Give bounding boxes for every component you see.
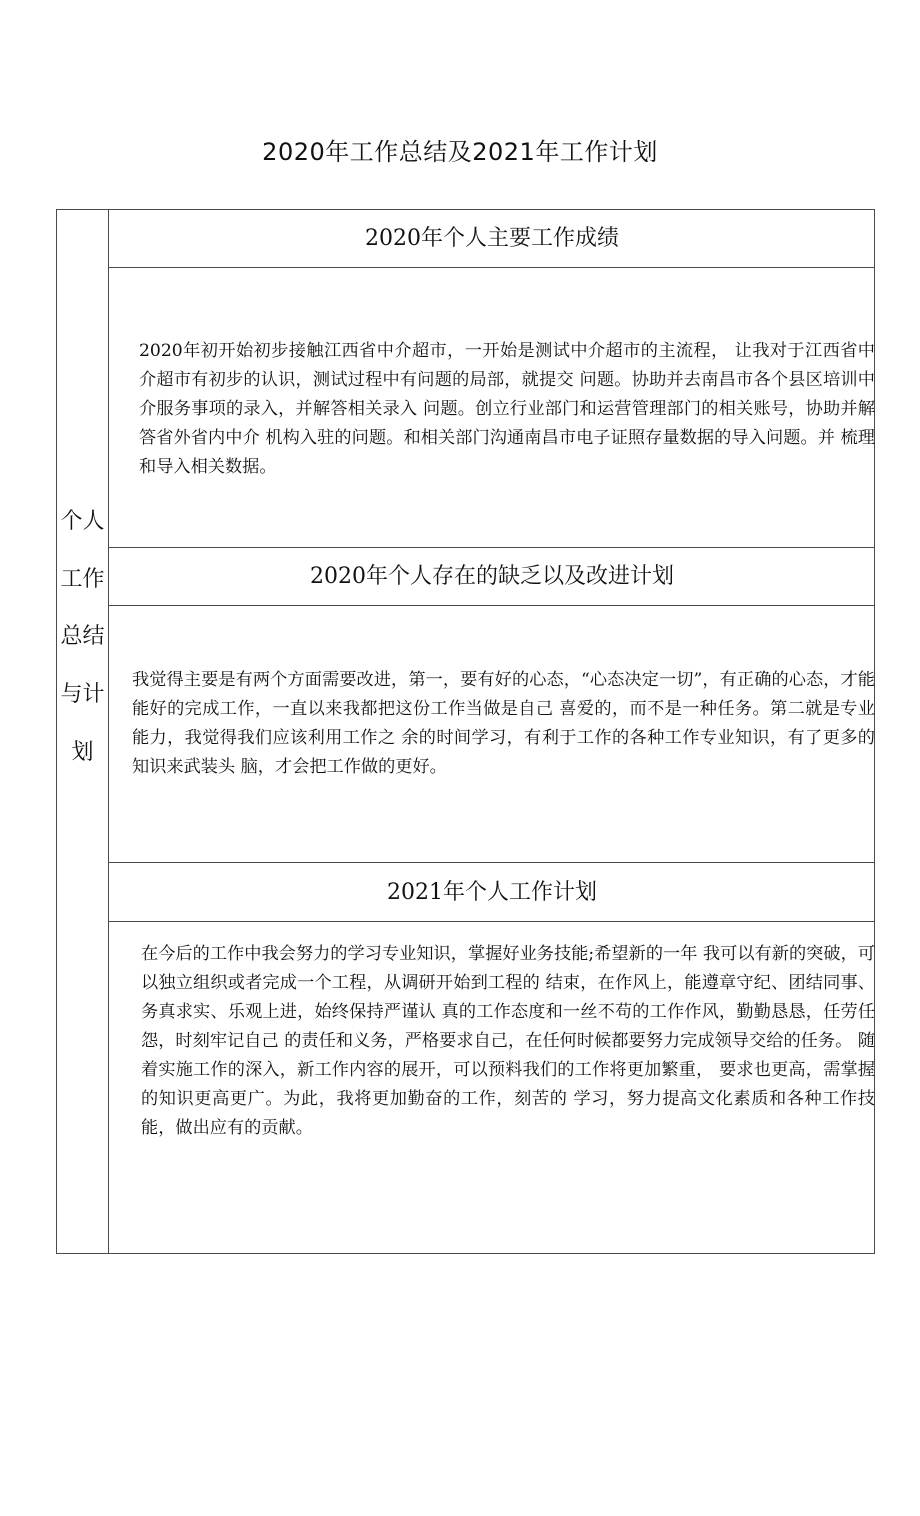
plan-text: 在今后的工作中我会努力的学习专业知识，掌握好业务技能;希望新的一年 我可以有新的突破，可以独立组织或者完成一个工程，从调研开始到工程的 结束，在作风上，能遵章守纪、团结同事、务真求实、乐观上进，始终保持严谨认 真的工作态度和一丝不苟的工作作风，勤勤恳恳，任劳任怨，时刻牢记自己 的责任和义务，严格要求自己，在任何时候都要努力完成领导交给的任务。 随着实施工作的深入，新工作内容的展开，可以预料我们的工作将更加繁重， 要求也更高，需掌握的知识更高更广。为此，我将更加勤奋的工作，刻苦的 学习，努力提高文化素质和各种工作技能，做出应有的贡献。 — [141, 944, 875, 1138]
section-heading-improvements: 2020年个人存在的缺乏以及改进计划 — [109, 548, 875, 606]
side-label-column — [57, 210, 109, 1253]
section-heading-achievements: 2020年个人主要工作成绩 — [109, 210, 875, 268]
section-body-achievements — [109, 337, 875, 547]
summary-table — [56, 209, 875, 1254]
side-label: 个人工作总结与计划 — [60, 509, 105, 765]
section-body-plan — [109, 940, 875, 1240]
section-body-improvements — [109, 666, 875, 862]
document-title: 2020年工作总结及2021年工作计划 — [262, 138, 658, 166]
improvements-text: 我觉得主要是有两个方面需要改进，第一，要有好的心态，“心态决定一切”，有正确的心态，才能能好的完成工作，一直以来我都把这份工作当做是自己 喜爱的，而不是一种任务。第二就是专业能力，我觉得我们应该利用工作之 余的时间学习，有利于工作的各种工作专业知识，有了更多的知识来武装头 脑，才会把工作做的更好。 — [132, 670, 875, 777]
section-heading-plan: 2021年个人工作计划 — [109, 863, 875, 922]
achievements-text: 2020年初开始初步接触江西省中介超市，一开始是测试中介超市的主流程， 让我对于江西省中介超市有初步的认识，测试过程中有问题的局部，就提交 问题。协助并去南昌市各个县区培训中介服务事项的录入，并解答相关录入 问题。创立行业部门和运营管理部门的相关账号，协助并解答省外省内中介 机构入驻的问题。和相关部门沟通南昌市电子证照存量数据的导入问题。并 梳理和导入相关数据。 — [139, 341, 875, 477]
